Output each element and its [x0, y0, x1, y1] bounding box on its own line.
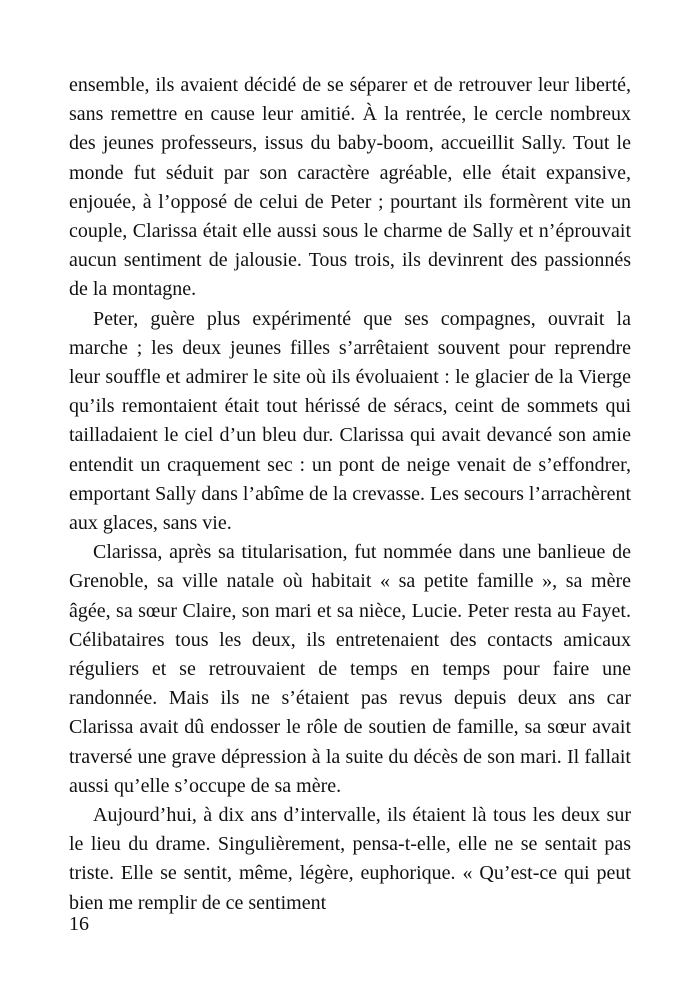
paragraph-2: Peter, guère plus expérimenté que ses compagnes, ouvrait la marche ; les deux jeunes filles s’arrêtaient souvent pour reprendre leur souffle et admirer le site où ils évoluaient : le glacier de la Vierge qu’ils remontaient était tout hérissé de séracs, ceint de sommets qui tailladaient le ciel d’un bleu dur. Clarissa qui avait devancé son amie entendit un craquement sec : un pont de neige venait de s’effondrer, emportant Sally dans l’abîme de la crevasse. Les secours l’arrachèrent aux glaces, sans vie.: [69, 307, 631, 535]
page-number: 16: [69, 913, 89, 935]
page-body: [69, 71, 631, 918]
paragraph-4: Aujourd’hui, à dix ans d’intervalle, ils étaient là tous les deux sur le lieu du drame. Singulièrement, pensa-t-elle, elle ne se sentait pas triste. Elle se sentit, même, légère, euphorique. « Qu’est-ce qui peut bien me remplir de ce sentiment: [69, 804, 631, 914]
paragraph-3: Clarissa, après sa titularisation, fut nommée dans une banlieue de Grenoble, sa ville natale où habitait « sa petite famille », sa mère âgée, sa sœur Claire, son mari et sa nièce, Lucie. Peter resta au Fayet. Célibataires tous les deux, ils entretenaient des contacts amicaux réguliers et se retrouvaient de temps en temps pour faire une randonnée. Mais ils ne s’étaient pas revus depuis deux ans car Clarissa avait dû endosser le rôle de soutien de famille, sa sœur avait traversé une grave dépression à la suite du décès de son mari. Il fallait aussi qu’elle s’occupe de sa mère.: [69, 541, 631, 797]
paragraph-1: ensemble, ils avaient décidé de se séparer et de retrouver leur liberté, sans remettre en cause leur amitié. À la rentrée, le cercle nombreux des jeunes professeurs, issus du baby-boom, accueillit Sally. Tout le monde fut séduit par son caractère agréable, elle était expansive, enjouée, à l’opposé de celui de Peter ; pourtant ils formèrent vite un couple, Clarissa était elle aussi sous le charme de Sally et n’éprouvait aucun sentiment de jalousie. Tous trois, ils devinrent des passionnés de la montagne.: [69, 74, 631, 301]
